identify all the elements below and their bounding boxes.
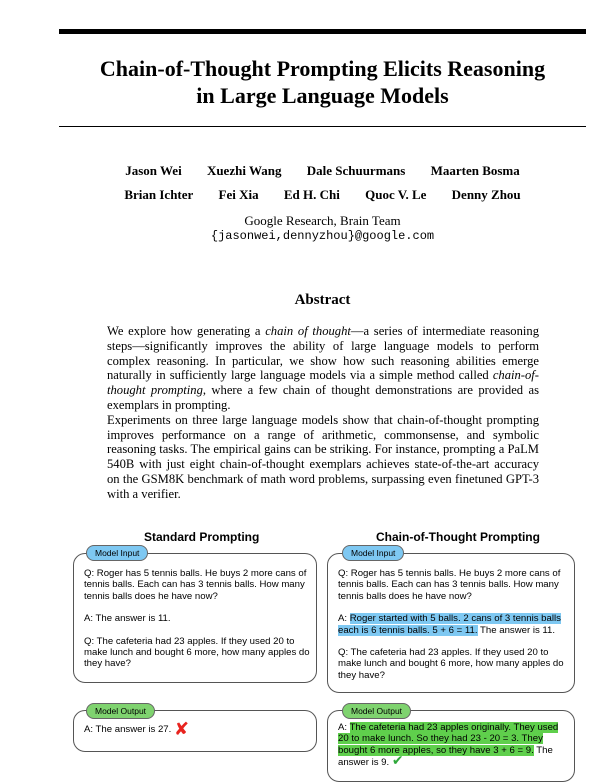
authors-row-1: [0, 163, 595, 179]
correct-check-icon: ✔: [391, 753, 404, 770]
title-line-1: Chain-of-Thought Prompting Elicits Reasoning: [99, 56, 546, 81]
author: Xuezhi Wang: [206, 163, 282, 178]
question-1: Q: Roger has 5 tennis balls. He buys 2 more cans of tennis balls. Each can has 3 tennis balls. How many tennis balls does he have now?: [338, 568, 561, 602]
abstract-paragraph-2: Experiments on three large language models show that chain-of-thought prompting improves performance on a range of arithmetic, commonsense, and symbolic reasoning tasks. The empirical gains can be striking. For instance, prompting a PaLM 540B with just eight chain-of-thought exemplars achieves state-of-the-art accuracy on the GSM8K benchmark of math word problems, surpassing even finetuned GPT-3 with a verifier.: [107, 412, 539, 501]
model-input-tag: Model Input: [86, 545, 148, 561]
wrong-x-icon: ✘: [173, 719, 190, 740]
paper-title: [40, 55, 595, 109]
standard-prompting-heading: Standard Prompting: [144, 530, 260, 544]
model-output-tag: Model Output: [86, 703, 155, 719]
question-2: Q: The cafeteria had 23 apples. If they used 20 to make lunch and bought 6 more, how many apples do they have?: [84, 635, 310, 670]
standard-answer-1: A: The answer is 11.: [84, 613, 171, 625]
abstract-body: [107, 324, 539, 502]
question-2: Q: The cafeteria had 23 apples. If they used 20 to make lunch and bought 6 more, how many apples do they have?: [338, 647, 564, 681]
cot-input-box: [327, 553, 575, 693]
top-rule: [59, 29, 586, 34]
author: Jason Wei: [125, 163, 182, 178]
email: {jasonwei,dennyzhou}@google.com: [210, 229, 435, 243]
standard-input-box: [73, 553, 317, 683]
title-rule: [59, 126, 586, 127]
author: Quoc V. Le: [365, 187, 427, 202]
author: Dale Schuurmans: [306, 163, 406, 178]
cot-prompting-heading: Chain-of-Thought Prompting: [376, 530, 540, 544]
authors-row-2: [0, 187, 595, 203]
abstract-paragraph-1: We explore how generating a chain of thought—a series of intermediate reasoning steps—significantly improves the ability of large language models to perform complex reasoning. In particular, we show how such reasoning abilities emerge naturally in sufficiently large language models via a simple method called chain-of-thought prompting, where a few chain of thought demonstrations are provided as exemplars in prompting.: [107, 324, 539, 412]
author: Denny Zhou: [451, 187, 521, 202]
question-1: Q: Roger has 5 tennis balls. He buys 2 more cans of tennis balls. Each can has 3 tennis balls. How many tennis balls does he have now?: [84, 568, 307, 602]
standard-output-answer: A: The answer is 27. ✘: [84, 719, 190, 740]
affiliation: Google Research, Brain Team: [244, 213, 401, 228]
author: Brian Ichter: [124, 187, 194, 202]
cot-output-box: [327, 710, 575, 782]
title-line-2: in Large Language Models: [196, 83, 449, 108]
model-input-tag: Model Input: [342, 545, 404, 561]
reasoning-highlight: Roger started with 5 balls. 2 cans of 3 tennis balls each is 6 tennis balls. 5 + 6 = 11.: [338, 613, 561, 636]
author: Fei Xia: [218, 187, 259, 202]
reasoning-highlight: The cafeteria had 23 apples originally. They used 20 to make lunch. So they had 23 - 20 = 3. They bought 6 more apples, so they have 3 + 6 = 9.: [338, 722, 559, 756]
author: Maarten Bosma: [430, 163, 520, 178]
cot-answer-1: A: Roger started with 5 balls. 2 cans of 3 tennis balls each is 6 tennis balls. 5 + 6 = 11. The answer is 11.: [338, 613, 561, 636]
model-output-tag: Model Output: [342, 703, 411, 719]
abstract-heading: Abstract: [294, 292, 351, 308]
author: Ed H. Chi: [283, 187, 340, 202]
cot-output-answer: A: The cafeteria had 23 apples originally. They used 20 to make lunch. So they had 23 - 20 = 3. They bought 6 more apples, so they have 3 + 6 = 9. The answer is 9. ✔: [338, 722, 559, 770]
